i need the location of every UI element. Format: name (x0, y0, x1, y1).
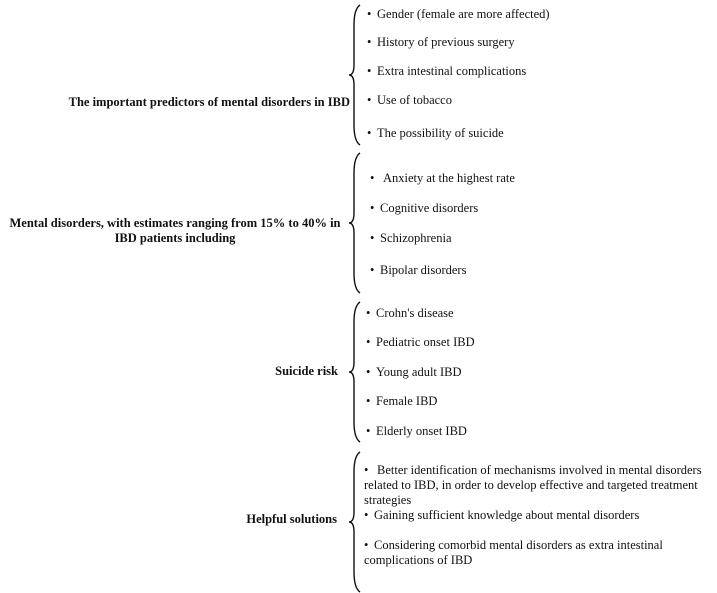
list-item: • Extra intestinal complications (367, 64, 527, 78)
curly-brace-icon (348, 302, 362, 442)
list-item: • Pediatric onset IBD (366, 335, 475, 349)
list-item: • Better identification of mechanisms involved in mental disorders related to IBD, in order to develop effective and targeted treatment strategies (364, 463, 702, 507)
list-item: • History of previous surgery (367, 35, 515, 49)
list-item: • Use of tobacco (367, 93, 452, 107)
list-item: • Considering comorbid mental disorders as extra intestinal complications of IBD (364, 538, 663, 567)
list-item: • Gaining sufficient knowledge about mental disorders (364, 508, 640, 522)
list-item: • Anxiety at the highest rate (370, 171, 515, 185)
list-item: • Cognitive disorders (370, 201, 479, 215)
list-item: • Bipolar disorders (370, 263, 467, 277)
group-label: Mental disorders, with estimates ranging from 15% to 40% in IBD patients including (9, 216, 341, 245)
curly-brace-icon (348, 153, 362, 293)
list-item: • Elderly onset IBD (366, 424, 467, 438)
list-item: • Schizophrenia (370, 231, 452, 245)
list-item: • The possibility of suicide (367, 126, 504, 140)
group-label: The important predictors of mental disorders in IBD (68, 95, 350, 109)
list-item: • Female IBD (366, 394, 438, 408)
group-label: Suicide risk (275, 364, 338, 378)
group-label: Helpful solutions (246, 512, 337, 526)
curly-brace-icon (348, 5, 362, 145)
list-item: • Gender (female are more affected) (367, 7, 550, 21)
list-item: • Young adult IBD (366, 365, 462, 379)
list-item: • Crohn's disease (366, 306, 454, 320)
curly-brace-icon (348, 452, 362, 592)
